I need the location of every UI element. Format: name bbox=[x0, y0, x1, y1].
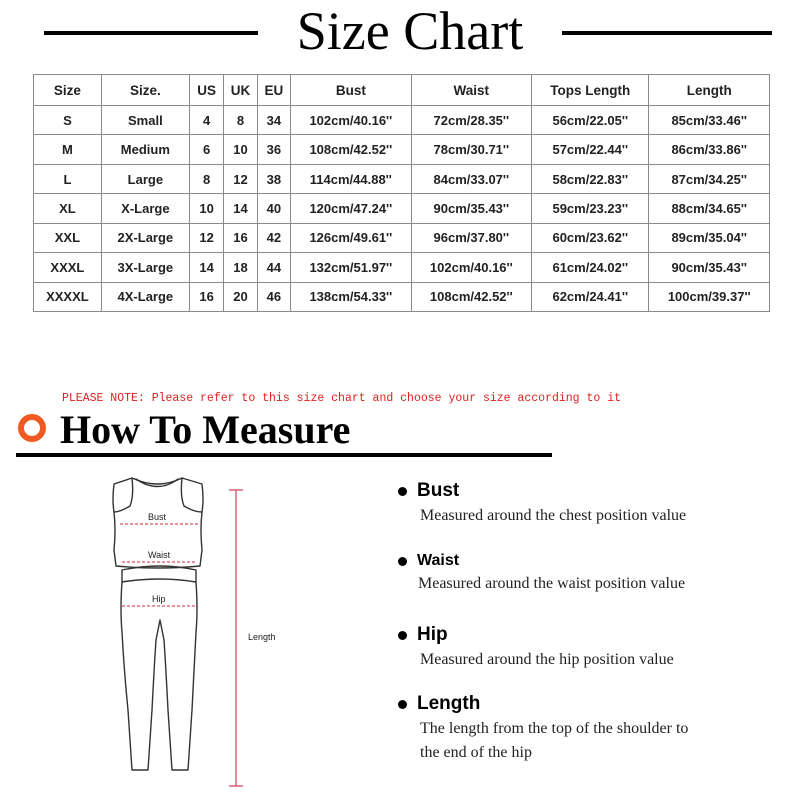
table-row bbox=[34, 282, 770, 311]
figure-label-bust: Bust bbox=[148, 512, 167, 522]
table-cell: 56cm/22.05'' bbox=[532, 106, 649, 135]
measure-item-length bbox=[398, 693, 688, 765]
table-cell: 16 bbox=[224, 223, 257, 252]
table-cell: 14 bbox=[224, 194, 257, 223]
table-cell: XXXXL bbox=[34, 282, 102, 311]
size-table bbox=[33, 74, 770, 312]
table-row bbox=[34, 164, 770, 193]
table-cell: 3X-Large bbox=[101, 253, 189, 282]
measure-name: Waist bbox=[417, 552, 460, 569]
table-cell: 59cm/23.23'' bbox=[532, 194, 649, 223]
table-cell: 12 bbox=[189, 223, 223, 252]
table-header-row bbox=[34, 75, 770, 106]
table-cell: 108cm/42.52'' bbox=[411, 282, 531, 311]
measure-name: Length bbox=[417, 693, 481, 714]
table-cell: 34 bbox=[257, 106, 290, 135]
size-note: PLEASE NOTE: Please refer to this size chart and choose your size according to it bbox=[62, 392, 621, 405]
table-cell: Large bbox=[101, 164, 189, 193]
how-to-measure-rule bbox=[16, 453, 552, 457]
bullet-icon bbox=[398, 557, 407, 566]
table-row bbox=[34, 194, 770, 223]
measurement-figure bbox=[90, 470, 290, 795]
how-to-measure-title: How To Measure bbox=[60, 407, 351, 452]
table-cell: XXL bbox=[34, 223, 102, 252]
table-cell: 85cm/33.46'' bbox=[649, 106, 770, 135]
table-cell: 88cm/34.65'' bbox=[649, 194, 770, 223]
table-row bbox=[34, 253, 770, 282]
table-cell: 16 bbox=[189, 282, 223, 311]
table-cell: 8 bbox=[224, 106, 257, 135]
table-cell: L bbox=[34, 164, 102, 193]
title-rule-right bbox=[562, 31, 772, 35]
table-cell: 14 bbox=[189, 253, 223, 282]
header-us: US bbox=[189, 75, 223, 106]
pants-outline bbox=[121, 582, 197, 770]
table-cell: 44 bbox=[257, 253, 290, 282]
header-bust: Bust bbox=[291, 75, 411, 106]
table-row bbox=[34, 106, 770, 135]
figure-label-length: Length bbox=[248, 632, 276, 642]
table-cell: 89cm/35.04'' bbox=[649, 223, 770, 252]
table-row bbox=[34, 223, 770, 252]
header-tops-length: Tops Length bbox=[532, 75, 649, 106]
table-cell: 58cm/22.83'' bbox=[532, 164, 649, 193]
table-cell: 120cm/47.24'' bbox=[291, 194, 411, 223]
table-cell: 6 bbox=[189, 135, 223, 164]
table-cell: 114cm/44.88'' bbox=[291, 164, 411, 193]
title-row bbox=[0, 0, 800, 64]
table-cell: 132cm/51.97'' bbox=[291, 253, 411, 282]
table-cell: 8 bbox=[189, 164, 223, 193]
measure-name: Hip bbox=[417, 624, 448, 645]
header-size-name: Size. bbox=[101, 75, 189, 106]
measure-desc: The length from the top of the shoulder to bbox=[420, 720, 689, 737]
body-figure-icon bbox=[90, 470, 290, 790]
table-cell: 38 bbox=[257, 164, 290, 193]
table-cell: XL bbox=[34, 194, 102, 223]
table-cell: 4X-Large bbox=[101, 282, 189, 311]
header-uk: UK bbox=[224, 75, 257, 106]
table-cell: 10 bbox=[189, 194, 223, 223]
table-cell: 78cm/30.71'' bbox=[411, 135, 531, 164]
page-title: Size Chart bbox=[296, 1, 524, 61]
table-cell: 100cm/39.37'' bbox=[649, 282, 770, 311]
table-cell: 12 bbox=[224, 164, 257, 193]
table-cell: 126cm/49.61'' bbox=[291, 223, 411, 252]
header-size: Size bbox=[34, 75, 102, 106]
table-cell: 20 bbox=[224, 282, 257, 311]
table-cell: 10 bbox=[224, 135, 257, 164]
table-cell: X-Large bbox=[101, 194, 189, 223]
table-cell: 40 bbox=[257, 194, 290, 223]
table-cell: Small bbox=[101, 106, 189, 135]
table-cell: 61cm/24.02'' bbox=[532, 253, 649, 282]
table-cell: 42 bbox=[257, 223, 290, 252]
measure-name: Bust bbox=[417, 480, 460, 501]
measure-desc: Measured around the hip position value bbox=[420, 651, 674, 668]
bullet-icon bbox=[398, 487, 407, 496]
table-cell: Medium bbox=[101, 135, 189, 164]
table-cell: 108cm/42.52'' bbox=[291, 135, 411, 164]
bullet-icon bbox=[398, 631, 407, 640]
table-row bbox=[34, 135, 770, 164]
measure-item-waist bbox=[398, 552, 685, 596]
orange-ring-icon bbox=[18, 414, 46, 442]
table-cell: 90cm/35.43'' bbox=[649, 253, 770, 282]
table-cell: S bbox=[34, 106, 102, 135]
table-cell: XXXL bbox=[34, 253, 102, 282]
measure-desc: Measured around the waist position value bbox=[418, 575, 686, 592]
table-cell: 46 bbox=[257, 282, 290, 311]
neckline bbox=[136, 479, 178, 487]
header-length: Length bbox=[649, 75, 770, 106]
bullet-icon bbox=[398, 700, 407, 709]
table-cell: 90cm/35.43'' bbox=[411, 194, 531, 223]
table-cell: 84cm/33.07'' bbox=[411, 164, 531, 193]
table-cell: 18 bbox=[224, 253, 257, 282]
table-cell: 4 bbox=[189, 106, 223, 135]
measure-desc: Measured around the chest position value bbox=[420, 507, 687, 524]
measure-item-hip bbox=[398, 624, 674, 672]
table-cell: 36 bbox=[257, 135, 290, 164]
table-cell: 102cm/40.16'' bbox=[291, 106, 411, 135]
table-cell: M bbox=[34, 135, 102, 164]
table-cell: 57cm/22.44'' bbox=[532, 135, 649, 164]
table-cell: 62cm/24.41'' bbox=[532, 282, 649, 311]
table-cell: 138cm/54.33'' bbox=[291, 282, 411, 311]
measure-desc: the end of the hip bbox=[420, 744, 532, 761]
figure-label-hip: Hip bbox=[152, 594, 166, 604]
measure-item-bust bbox=[398, 480, 686, 528]
table-cell: 102cm/40.16'' bbox=[411, 253, 531, 282]
table-cell: 96cm/37.80'' bbox=[411, 223, 531, 252]
header-waist: Waist bbox=[411, 75, 531, 106]
title-rule-left bbox=[44, 31, 258, 35]
table-cell: 86cm/33.86'' bbox=[649, 135, 770, 164]
figure-label-waist: Waist bbox=[148, 550, 171, 560]
table-cell: 87cm/34.25'' bbox=[649, 164, 770, 193]
table-cell: 72cm/28.35'' bbox=[411, 106, 531, 135]
table-cell: 60cm/23.62'' bbox=[532, 223, 649, 252]
table-cell: 2X-Large bbox=[101, 223, 189, 252]
header-eu: EU bbox=[257, 75, 290, 106]
